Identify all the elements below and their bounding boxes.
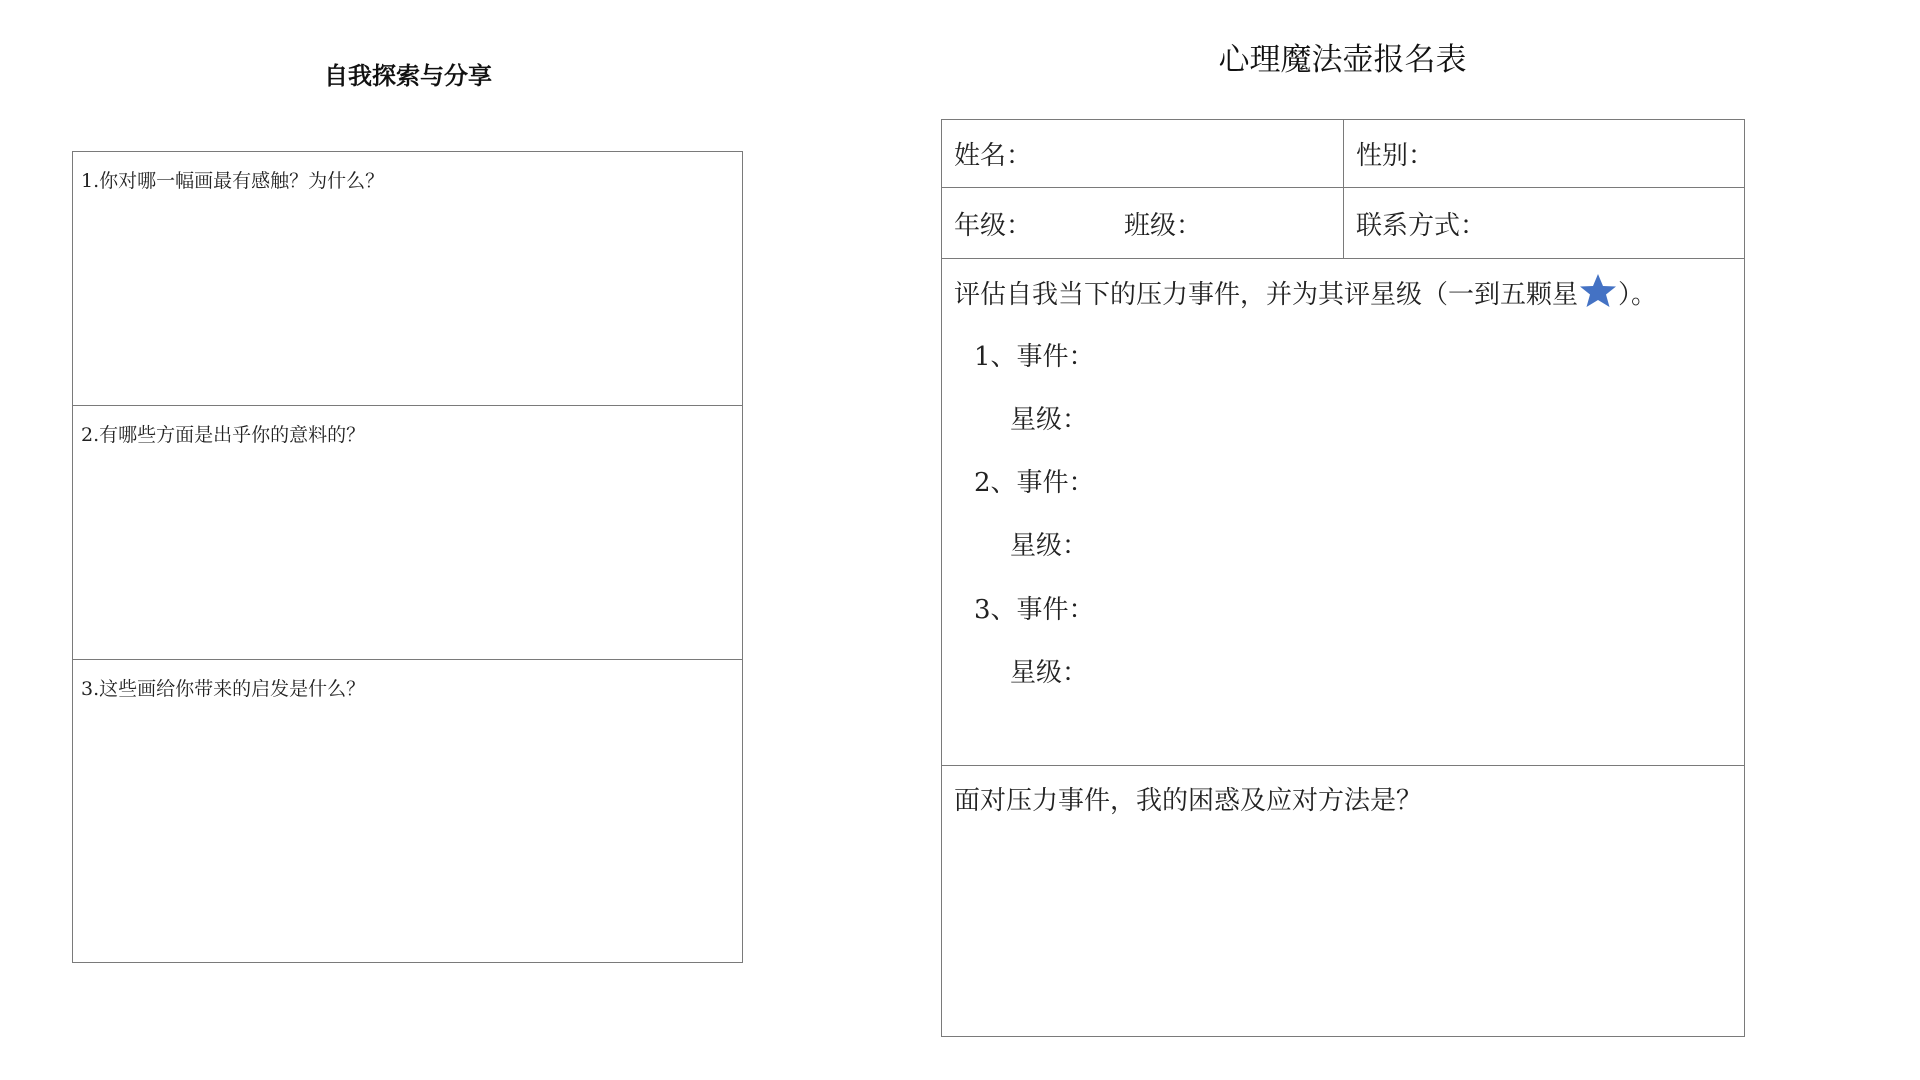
question-cell-3[interactable] (73, 660, 742, 962)
name-field[interactable] (942, 120, 1344, 187)
question-2-text: 2.有哪些方面是出乎你的意料的？ (81, 424, 366, 446)
registration-form-title: 心理魔法壶报名表 (1218, 42, 1467, 78)
coping-prompt: 面对压力事件，我的困惑及应对方法是？ (954, 786, 1423, 816)
rating-3-label: 星级： (1010, 658, 1089, 688)
stress-intro-end: ）。 (1618, 280, 1658, 310)
coping-section[interactable] (942, 766, 1744, 1036)
star-icon (1578, 273, 1618, 309)
self-exploration-title: 自我探索与分享 (324, 62, 492, 90)
question-table (72, 151, 743, 963)
event-1-label: 1、事件： (974, 342, 1095, 372)
stress-intro-text: 评估自我当下的压力事件，并为其评星级（一到五颗星 (954, 280, 1579, 310)
grade-class-field[interactable] (942, 188, 1344, 258)
form-row-grade-class-contact (942, 188, 1744, 259)
question-cell-2[interactable] (73, 406, 742, 660)
question-1-text: 1.你对哪一幅画最有感触？为什么？ (81, 170, 385, 192)
name-label: 姓名： (954, 141, 1033, 171)
registration-form-table (941, 119, 1745, 1037)
contact-field[interactable] (1344, 188, 1744, 258)
gender-field[interactable] (1344, 120, 1744, 187)
event-3-label: 3、事件： (974, 595, 1095, 625)
question-cell-1[interactable] (73, 152, 742, 406)
stress-events-section[interactable] (942, 259, 1744, 766)
contact-label: 联系方式： (1356, 210, 1487, 241)
event-2-label: 2、事件： (974, 468, 1095, 498)
grade-label: 年级： (954, 210, 1033, 241)
stress-intro (954, 273, 1657, 311)
gender-label: 性别： (1356, 141, 1435, 171)
class-label: 班级： (1124, 210, 1203, 241)
form-row-name-gender (942, 120, 1744, 188)
rating-1-label: 星级： (1010, 405, 1089, 435)
question-3-text: 3.这些画给你带来的启发是什么？ (81, 678, 366, 700)
rating-2-label: 星级： (1010, 531, 1089, 561)
